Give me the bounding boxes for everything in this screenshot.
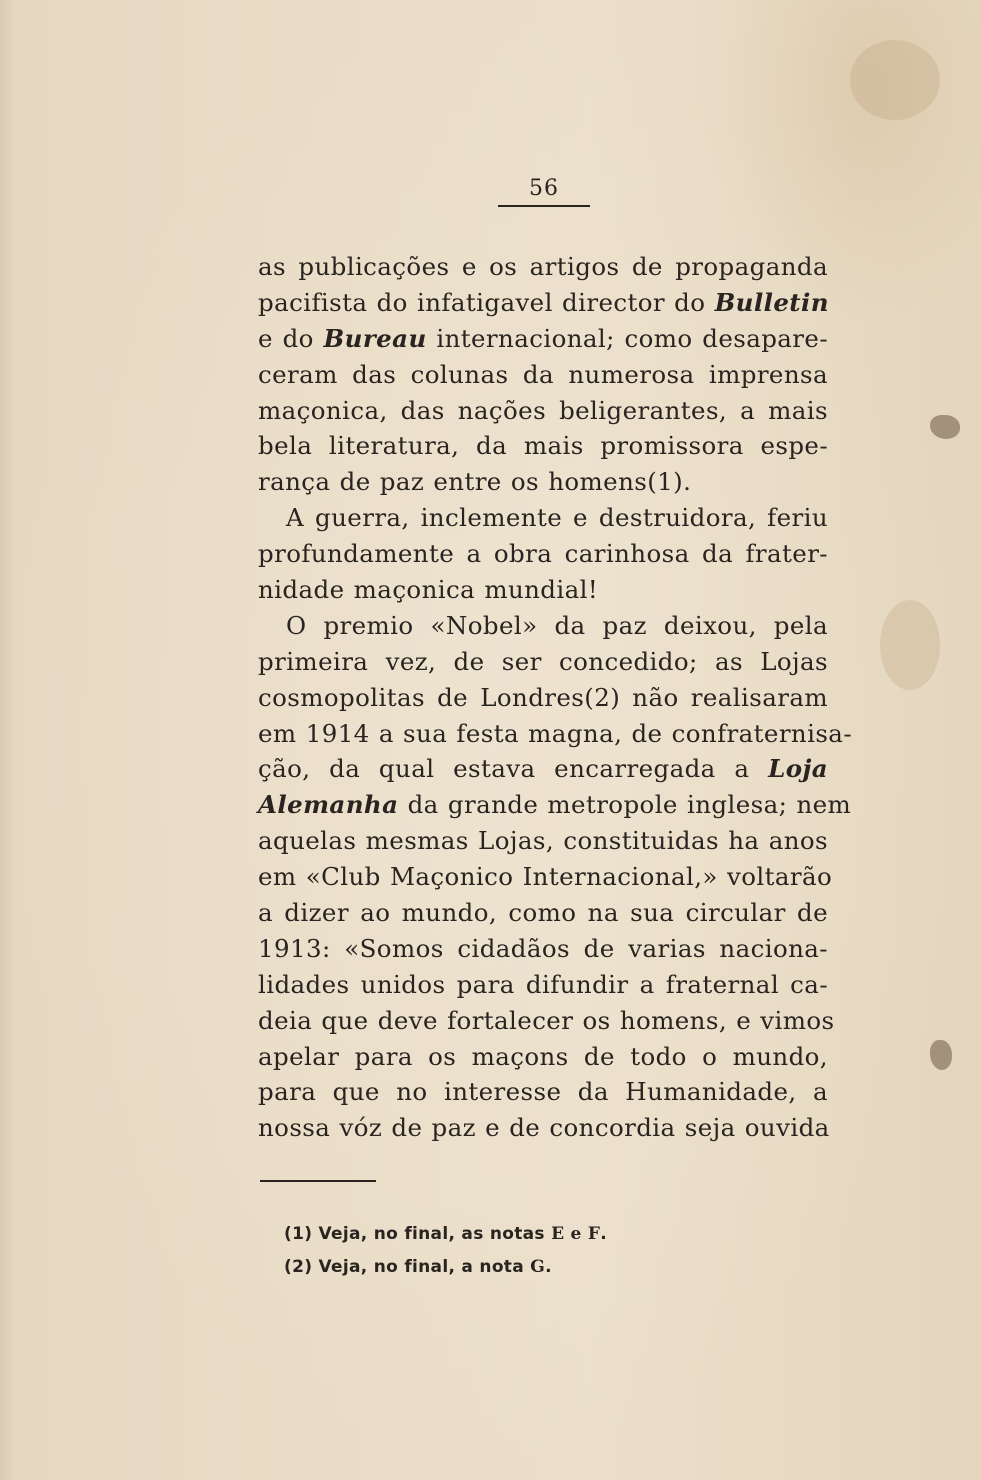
footnote-ref-1: (1) [647, 467, 684, 497]
text-line: ceram das colunas da numerosa imprensa [258, 359, 828, 389]
text-line: as publicações e os artigos de propaganda [258, 252, 828, 281]
paper-stain [850, 40, 940, 120]
text-line: primeira vez, de ser concedido; as Lojas [258, 646, 828, 676]
text-line: O premio «Nobel» da paz deixou, pela [286, 610, 828, 640]
text-line: nossa vóz de paz e de concordia seja ouvida [258, 1113, 830, 1143]
text-line: maçonica, das nações beligerantes, a mais [258, 395, 828, 425]
footnote-mark: (2) [284, 1257, 313, 1277]
text-line: aquelas mesmas Lojas, constituidas ha anos [258, 826, 828, 856]
footnotes [284, 1218, 684, 1284]
text-line: rança de paz entre os homens(1). [258, 467, 692, 497]
text-line: 1913: «Somos cidadãos de varias naciona- [258, 933, 828, 963]
text-line: cosmopolitas de Londres(2) não realisaram [258, 682, 828, 712]
text-line: e do Bureau internacional; como desapare- [258, 323, 828, 353]
text-line: nidade maçonica mundial! [258, 575, 599, 605]
text-line: a dizer ao mundo, como na sua circular de [258, 898, 828, 928]
body-text [258, 249, 852, 1146]
footnote-rule [260, 1180, 376, 1182]
footnote-2: (2) Veja, no final, a nota G. [284, 1257, 552, 1277]
page-number-rule [498, 205, 590, 207]
text-line: para que no interesse da Humanidade, a [258, 1077, 828, 1107]
text-line: A guerra, inclemente e destruidora, feriu [286, 503, 828, 533]
footnote-1: (1) Veja, no final, as notas E e F. [284, 1224, 608, 1244]
text-line: pacifista do infatigavel director do Bulletin [258, 287, 829, 317]
margin-ink-mark [930, 415, 960, 439]
text-line: lidades unidos para difundir a fraternal ca- [258, 969, 828, 999]
text-line: profundamente a obra carinhosa da frater- [258, 539, 828, 569]
text-line: Alemanha da grande metropole inglesa; nem [258, 790, 852, 820]
page-number: 56 [529, 176, 559, 201]
text-line: em 1914 a sua festa magna, de confraternisa- [258, 718, 852, 748]
text-line: apelar para os maçons de todo o mundo, [258, 1041, 828, 1071]
footnote-ref-2: (2) [584, 682, 621, 712]
text-line: em «Club Maçonico Internacional,» voltarão [258, 862, 833, 892]
text-line: deia que deve fortalecer os homens, e vimos [258, 1005, 835, 1035]
text-line: ção, da qual estava encarregada a Loja [258, 754, 828, 784]
text-line: bela literatura, da mais promissora espe- [258, 431, 828, 461]
margin-ink-mark [930, 1040, 952, 1070]
paper-stain [880, 600, 940, 690]
footnote-mark: (1) [284, 1224, 313, 1244]
